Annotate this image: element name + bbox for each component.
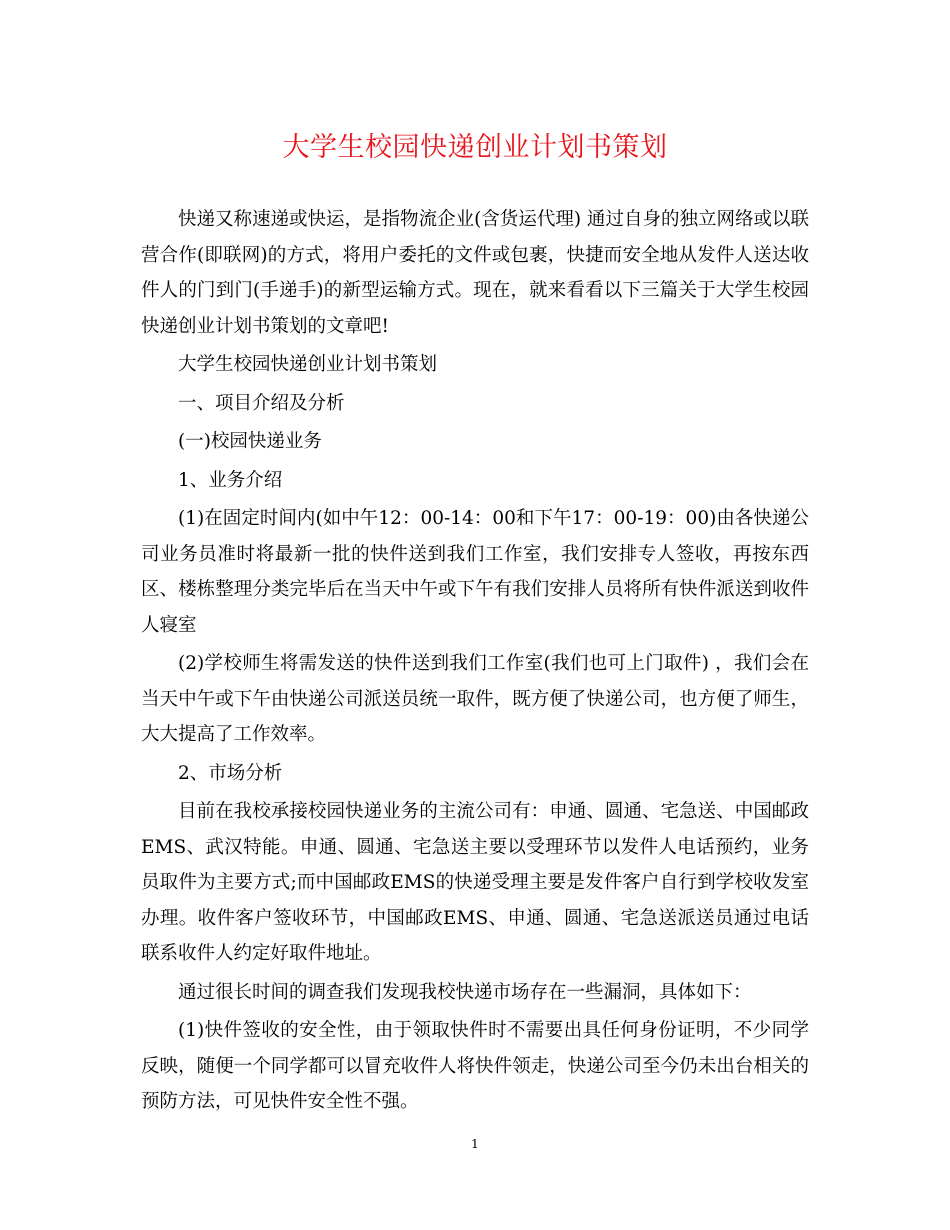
heading-market-analysis: 2、市场分析: [178, 762, 283, 784]
intro-paragraph: 快递又称速递或快运，是指物流企业(含货运代理) 通过自身的独立网络或以联营合作(即联网)的方式，将用户委托的文件或包裹，快捷而安全地从发件人送达收件人的门到门(手递手)的新型运输方式。现在，就来看看以下三篇关于大学生校园快递创业计划书策划的文章吧!: [141, 209, 809, 337]
document-title: 大学生校园快递创业计划书策划: [282, 132, 668, 163]
paragraph-business-1: (1)在固定时间内(如中午12：00-14：00和下午17：00-19：00)由各快递公司业务员准时将最新一批的快件送到我们工作室，我们安排专人签收，再按东西区、楼栋整理分类完毕后在当天中午或下午有我们安排人员将所有快件派送到收件人寝室: [141, 508, 809, 636]
heading-campus-express: (一)校园快递业务: [178, 431, 322, 452]
section-title: 大学生校园快递创业计划书策划: [178, 354, 438, 375]
paragraph-survey: 通过很长时间的调查我们发现我校快递市场存在一些漏洞，具体如下：: [178, 981, 752, 1003]
heading-project-intro: 一、项目介绍及分析: [178, 392, 345, 414]
paragraph-business-2: (2)学校师生将需发送的快件送到我们工作室(我们也可上门取件) ，我们会在当天中午或下午由快递公司派送员统一取件，既方便了快递公司，也方便了师生，大大提高了工作效率。: [141, 653, 809, 745]
paragraph-security: (1)快件签收的安全性，由于领取快件时不需要出具任何身份证明，不少同学反映，随便一个同学都可以冒充收件人将快件领走，快递公司至今仍未出台相关的预防方法，可见快件安全性不强。: [141, 1020, 809, 1112]
heading-business-intro: 1、业务介绍: [178, 469, 283, 491]
page-number: 1: [471, 1137, 479, 1151]
document-body: [141, 202, 809, 1123]
paragraph-market: 目前在我校承接校园快递业务的主流公司有：申通、圆通、宅急送、中国邮政EMS、武汉特能。申通、圆通、宅急送主要以受理环节以发件人电话预约，业务员取件为主要方式;而中国邮政EMS的快递受理主要是发件客户自行到学校收发室办理。收件客户签收环节，中国邮政EMS、申通、圆通、宅急送派送员通过电话联系收件人约定好取件地址。: [141, 801, 809, 964]
